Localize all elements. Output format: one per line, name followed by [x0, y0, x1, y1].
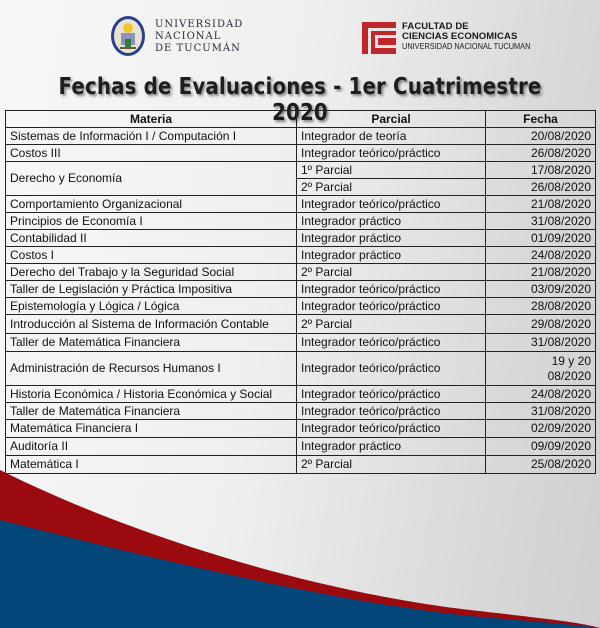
table-row	[6, 352, 596, 386]
university-seal-icon	[110, 15, 146, 57]
materia-cell: Matemática Financiera I	[6, 420, 297, 438]
column-header-fecha: Fecha	[486, 111, 596, 128]
fecha-cell: 26/08/2020	[486, 179, 596, 196]
fecha-cell: 09/09/2020	[486, 438, 596, 456]
materia-cell: Auditoría II	[6, 438, 297, 456]
table-header-row	[6, 111, 596, 128]
table-row	[6, 247, 596, 264]
column-header-parcial: Parcial	[297, 111, 486, 128]
parcial-cell: Integrador teórico/práctico	[297, 352, 486, 386]
materia-cell: Matemática I	[6, 456, 297, 474]
university-name-line: DE TUCUMÁN	[155, 43, 241, 54]
page-title: Fechas de Evaluaciones - 1er Cuatrimestre 2020	[58, 74, 542, 126]
parcial-cell: Integrador teórico/práctico	[297, 196, 486, 213]
fecha-cell: 01/09/2020	[486, 230, 596, 247]
evaluations-table	[5, 110, 596, 474]
materia-cell: Costos I	[6, 247, 297, 264]
faculty-name-line: CIENCIAS ECONOMICAS	[402, 31, 518, 42]
university-name-line: NACIONAL	[155, 31, 222, 42]
table-row	[6, 298, 596, 315]
materia-cell: Taller de Matemática Financiera	[6, 334, 297, 352]
parcial-cell: 2º Parcial	[297, 264, 486, 281]
faculty-name-line: FACULTAD DE	[402, 21, 469, 32]
materia-cell: Historia Económica / Historia Económica y Social	[6, 386, 297, 403]
university-name	[155, 19, 243, 55]
fecha-cell: 24/08/2020	[486, 386, 596, 403]
materia-cell: Taller de Legislación y Práctica Impositiva	[6, 281, 297, 298]
fecha-line: 08/2020	[547, 368, 591, 383]
parcial-cell: Integrador teórico/práctico	[297, 298, 486, 315]
fecha-cell: 31/08/2020	[486, 403, 596, 420]
table-row	[6, 145, 596, 162]
fecha-cell: 20/08/2020	[486, 128, 596, 145]
table-row	[6, 281, 596, 298]
fecha-cell: 31/08/2020	[486, 334, 596, 352]
column-header-materia: Materia	[6, 111, 297, 128]
table-row	[6, 315, 596, 334]
table-row	[6, 386, 596, 403]
table-row	[6, 230, 596, 247]
fecha-cell	[486, 352, 596, 386]
materia-cell: Derecho del Trabajo y la Seguridad Social	[6, 264, 297, 281]
table-row	[6, 334, 596, 352]
materia-cell: Epistemología y Lógica / Lógica	[6, 298, 297, 315]
faculty-name	[402, 22, 542, 52]
parcial-cell: 1º Parcial	[297, 162, 486, 179]
fecha-cell: 29/08/2020	[486, 315, 596, 334]
decorative-wave	[0, 470, 600, 628]
materia-cell: Contabilidad II	[6, 230, 297, 247]
parcial-cell: Integrador teórico/práctico	[297, 386, 486, 403]
parcial-cell: 2º Parcial	[297, 179, 486, 196]
table-row	[6, 128, 596, 145]
fce-logo-icon	[362, 22, 396, 54]
table-row	[6, 264, 596, 281]
materia-cell: Taller de Matemática Financiera	[6, 403, 297, 420]
parcial-cell: Integrador teórico/práctico	[297, 145, 486, 162]
table-row	[6, 403, 596, 420]
materia-cell: Derecho y Economía	[6, 162, 297, 196]
parcial-cell: Integrador teórico/práctico	[297, 403, 486, 420]
parcial-cell: Integrador práctico	[297, 247, 486, 264]
table-row	[6, 213, 596, 230]
fecha-cell: 02/09/2020	[486, 420, 596, 438]
university-name-line: UNIVERSIDAD	[155, 19, 244, 30]
fecha-cell: 28/08/2020	[486, 298, 596, 315]
table-row	[6, 162, 596, 179]
parcial-cell: Integrador práctico	[297, 213, 486, 230]
fecha-cell: 03/09/2020	[486, 281, 596, 298]
table-row	[6, 438, 596, 456]
materia-cell: Principios de Economía I	[6, 213, 297, 230]
fecha-cell: 25/08/2020	[486, 456, 596, 474]
parcial-cell: Integrador teórico/práctico	[297, 281, 486, 298]
materia-cell: Administración de Recursos Humanos I	[6, 352, 297, 386]
fecha-cell: 26/08/2020	[486, 145, 596, 162]
parcial-cell: Integrador de teoría	[297, 128, 486, 145]
parcial-cell: Integrador práctico	[297, 230, 486, 247]
fecha-cell: 21/08/2020	[486, 196, 596, 213]
fecha-line: 19 y 20	[551, 353, 591, 368]
parcial-cell: 2º Parcial	[297, 456, 486, 474]
materia-cell: Costos III	[6, 145, 297, 162]
fecha-cell: 31/08/2020	[486, 213, 596, 230]
parcial-cell: 2º Parcial	[297, 315, 486, 334]
fecha-cell: 24/08/2020	[486, 247, 596, 264]
materia-cell: Introducción al Sistema de Información Contable	[6, 315, 297, 334]
table-row	[6, 420, 596, 438]
fecha-cell: 17/08/2020	[486, 162, 596, 179]
header	[0, 0, 600, 70]
parcial-cell: Integrador teórico/práctico	[297, 334, 486, 352]
table-row	[6, 196, 596, 213]
parcial-cell: Integrador práctico	[297, 438, 486, 456]
materia-cell: Sistemas de Información I / Computación I	[6, 128, 297, 145]
parcial-cell: Integrador teórico/práctico	[297, 420, 486, 438]
fecha-cell: 21/08/2020	[486, 264, 596, 281]
faculty-name-line: UNIVERSIDAD NACIONAL TUCUMAN	[402, 42, 531, 51]
materia-cell: Comportamiento Organizacional	[6, 196, 297, 213]
